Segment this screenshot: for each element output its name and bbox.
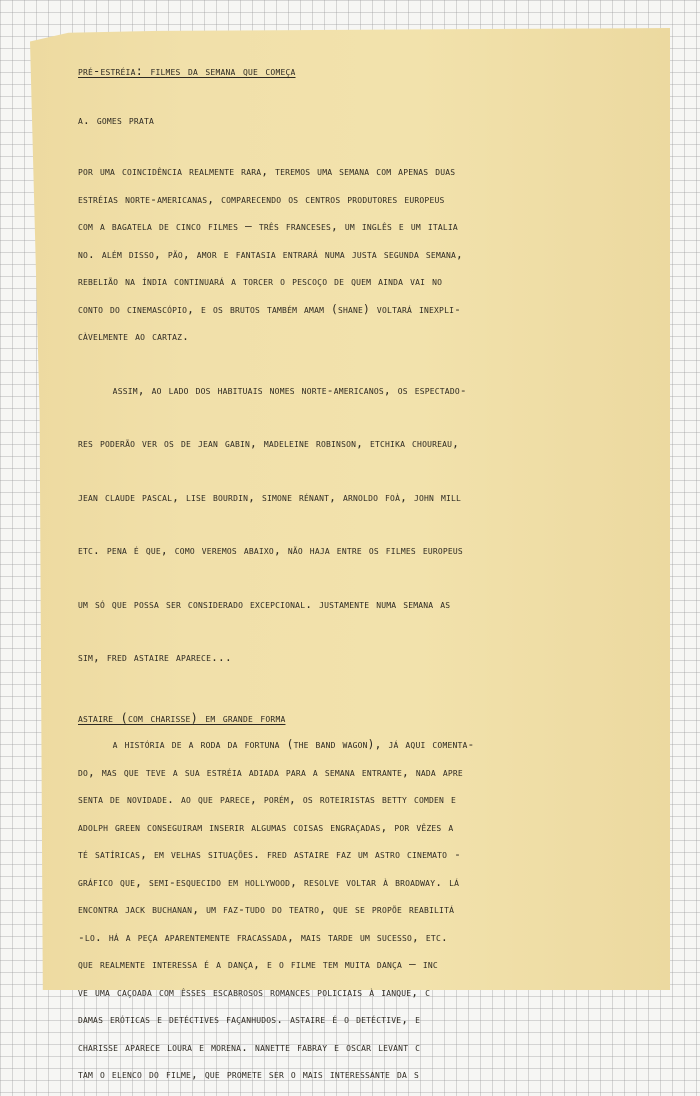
text-line: assim, ao lado dos habituais nomes norte-americanos, os espectado-	[78, 383, 467, 397]
text-line: senta de novidade. ao que parece, porém, os roteiristas betty comden e	[78, 793, 457, 806]
author-line: a. gomes prata	[78, 113, 154, 127]
text-line: com a bagatela de cinco filmes — três franceses, um inglês e um italia	[78, 220, 458, 233]
text-line: gráfico que, semi-esquecido em hollywood, resolve voltar à broadway. lá	[78, 875, 460, 889]
text-line: -lo. há a peça aparentemente fracassada, mais tarde um sucesso, etc.	[78, 930, 448, 944]
paragraph-astaire	[78, 738, 638, 1096]
text-line: càvelmente ao cartaz.	[78, 330, 190, 343]
text-line: damas eróticas e detéctives façanhudos. astaire é o detéctive, e	[78, 1013, 421, 1026]
text-line: sim, fred astaire aparece...	[78, 651, 232, 664]
document-body	[78, 64, 638, 1096]
text-line: jean claude pascal, lise bourdin, simone rénant, arnoldo foà, john mill	[78, 490, 462, 504]
text-line: estréias norte-americanas, comparecendo os centros produtores europeus	[78, 192, 445, 206]
text-line: um só que possa ser considerado excepcional. justamente numa semana as	[78, 597, 451, 611]
text-line: ve uma caçoada com êsses escabrosos romances policiais à ianque, c	[78, 985, 431, 999]
document-title: pré-estréia: filmes da semana que começa	[78, 64, 296, 78]
text-line: a história de a roda da fortuna (the band wagon), já aqui comenta-	[78, 738, 475, 751]
text-line: charisse aparece loura e morena. nanette fabray e oscar levant c	[78, 1040, 421, 1054]
text-line: rebelião na índia continuará a torcer o pescoço de quem ainda vai no	[78, 275, 443, 288]
text-line: res poderão ver os de jean gabin, madeleine robinson, etchika choureau,	[78, 437, 460, 450]
paragraph-actors	[78, 358, 638, 705]
text-line: do, mas que teve a sua estréia adiada para a semana entrante, nada apre	[78, 765, 463, 779]
text-line: por uma coincidência realmente rara, teremos uma semana com apenas duas	[78, 165, 456, 178]
text-line: adolph green conseguiram inserir algumas coisas engraçadas, por vêzes a	[78, 820, 454, 834]
text-line: que realmente interessa é a dança, e o filme tem muita dança — inc	[78, 958, 438, 971]
text-line: té satíricas, em velhas situações. fred astaire faz um astro cinemato -	[78, 848, 462, 861]
text-line: encontra jack buchanan, um faz-tudo do teatro, que se propõe reabilitá	[78, 903, 455, 916]
text-line: tam o elenco do filme, que promete ser o mais interessante da s	[78, 1068, 419, 1081]
text-line: etc. pena é que, como veremos abaixo, não haja entre os filmes europeus	[78, 544, 463, 557]
section-heading: astaire (com charisse) em grande forma	[78, 710, 286, 725]
text-line: conto do cinemascópio, e os brutos também amam (shane) voltará inexpli-	[78, 302, 462, 316]
text-line: no. além disso, pão, amor e fantasia entrará numa justa segunda semana,	[78, 247, 463, 261]
paragraph-intro	[78, 165, 638, 358]
